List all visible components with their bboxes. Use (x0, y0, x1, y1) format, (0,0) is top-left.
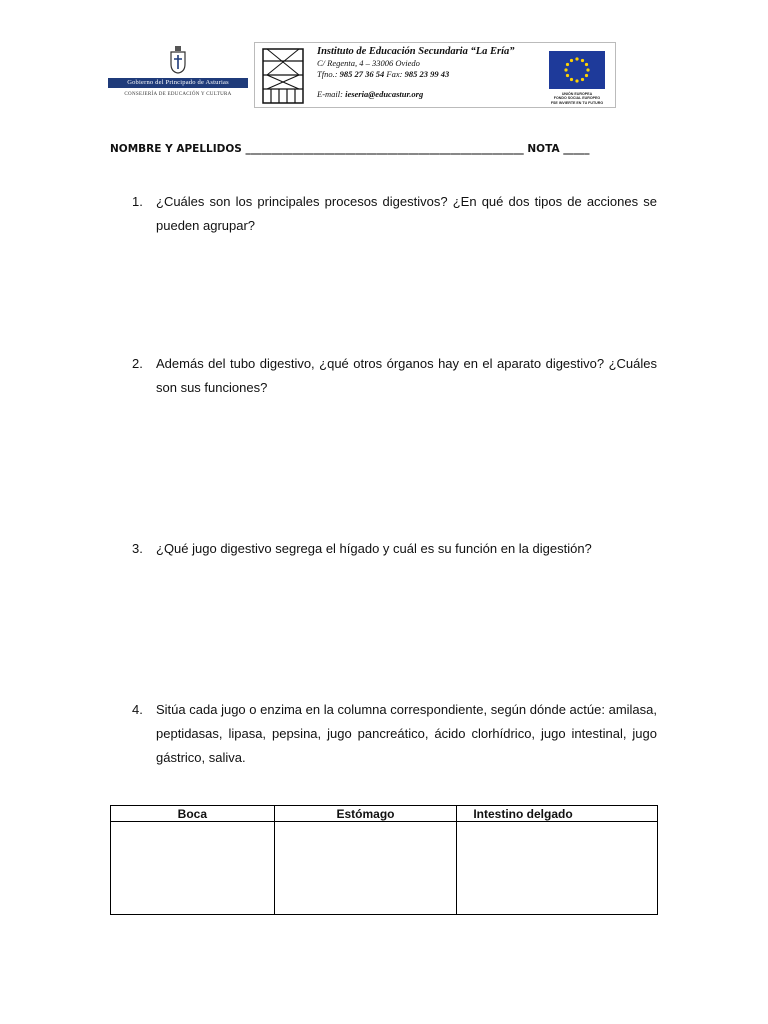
asturias-shield-icon (169, 46, 187, 74)
eu-caption-line-3: FSE INVIERTE EN TU FUTURO (550, 100, 604, 105)
school-building-logo-icon (259, 47, 307, 105)
student-name-field[interactable] (110, 143, 658, 155)
table-row (111, 822, 658, 915)
eu-caption-line-1: UNIÓN EUROPEA (561, 92, 593, 96)
eu-logo (545, 47, 615, 107)
grade-blank[interactable]: _____ (563, 143, 590, 155)
answer-cell-intestino[interactable] (457, 822, 658, 915)
question-number: 2. (132, 356, 143, 371)
question-number: 3. (132, 541, 143, 556)
government-subtitle: CONSEJERÍA DE EDUCACIÓN Y CULTURA (124, 92, 232, 97)
grade-label: NOTA (527, 143, 560, 155)
column-header-intestino: Intestino delgado (457, 806, 658, 822)
question-text: ¿Qué jugo digestivo segrega el hígado y cuál es su función en la digestión? (156, 541, 592, 556)
question-4 (132, 698, 657, 770)
question-text: ¿Cuáles son los principales procesos digestivos? ¿En qué dos tipos de acciones se pueden agrupar? (156, 194, 657, 233)
question-number: 1. (132, 194, 143, 209)
eu-caption-line-2: FONDO SOCIAL EUROPEO (553, 96, 601, 101)
email-label: E-mail: (317, 89, 343, 99)
name-label: NOMBRE Y APELLIDOS (110, 143, 242, 155)
email-address: ieseria@educastur.org (345, 89, 424, 99)
school-contact-block (317, 45, 537, 100)
school-phone-line (317, 69, 537, 80)
question-number: 4. (132, 702, 143, 717)
phone-label: Tfno.: (317, 69, 338, 79)
answer-cell-estomago[interactable] (274, 822, 457, 915)
school-name: Instituto de Educación Secundaria “La Ería” (317, 46, 515, 57)
fax-label: Fax: (386, 69, 403, 79)
school-address: C/ Regenta, 4 – 33006 Oviedo (317, 58, 420, 68)
name-blank[interactable]: _____________________________________________________ (245, 143, 524, 155)
column-header-boca: Boca (111, 806, 275, 822)
government-logo (108, 42, 248, 108)
eu-flag-icon (549, 51, 605, 89)
question-text: Sitúa cada jugo o enzima en la columna correspondiente, según dónde actúe: amilasa, peptidasas, lipasa, pepsina, jugo pancreático, ácido clorhídrico, jugo intestinal, jugo gástrico, saliva. (156, 702, 657, 765)
column-header-estomago: Estómago (274, 806, 457, 822)
phone-number: 985 27 36 54 (339, 69, 385, 79)
eu-caption (545, 92, 609, 105)
answer-cell-boca[interactable] (111, 822, 275, 915)
government-title: Gobierno del Principado de Asturias (108, 78, 248, 88)
table-header-row (111, 806, 658, 822)
question-3 (132, 537, 657, 561)
school-letterhead (254, 42, 616, 108)
question-1 (132, 190, 657, 238)
question-2 (132, 352, 657, 400)
question-text: Además del tubo digestivo, ¿qué otros órganos hay en el aparato digestivo? ¿Cuáles son sus funciones? (156, 356, 657, 395)
fax-number: 985 23 99 43 (404, 69, 450, 79)
classification-table (110, 805, 658, 915)
letterhead (108, 42, 616, 108)
school-email-line (317, 89, 537, 100)
